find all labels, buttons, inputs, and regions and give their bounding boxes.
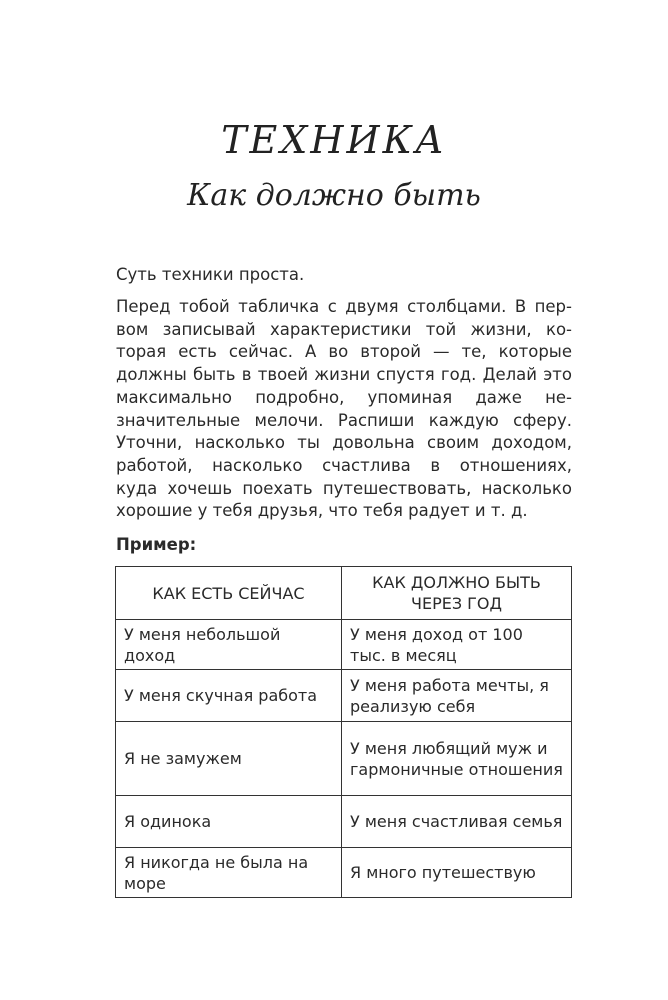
example-label: Пример:	[116, 535, 197, 554]
cell-future: У меня работа мечты, я реализую себя	[342, 670, 572, 722]
cell-future: У меня счастливая семья	[342, 796, 572, 848]
paragraph-line: хорошие у тебя друзья, что тебя радует и т. д.	[116, 501, 528, 521]
example-table	[115, 566, 572, 898]
cell-future: У меня доход от 100 тыс. в месяц	[342, 620, 572, 670]
paragraph-line: максимально подробно, упоминая даже не-	[116, 387, 572, 407]
paragraph-line: значительные мелочи. Распиши каждую сферу.	[116, 410, 572, 430]
paragraph-line: торая есть сейчас. А во второй — те, которые	[116, 342, 572, 362]
table-row	[116, 722, 572, 796]
body-paragraph	[116, 296, 572, 523]
cell-now: Я одинока	[116, 796, 342, 848]
paragraph-line: Уточни, насколько ты довольна своим доходом,	[116, 433, 572, 453]
page-title: ТЕХНИКА	[221, 118, 447, 162]
paragraph-line: должны быть в твоей жизни спустя год. Делай это	[116, 365, 572, 385]
page-subtitle: Как должно быть	[187, 178, 481, 213]
lead-text: Суть техники проста.	[116, 265, 305, 284]
table-row	[116, 848, 572, 898]
paragraph-line: вом записывай характеристики той жизни, ко-	[116, 319, 572, 339]
cell-now: Я не замужем	[116, 722, 342, 796]
cell-future: У меня любящий муж и гармоничные отношения	[342, 722, 572, 796]
cell-future: Я много путешествую	[342, 848, 572, 898]
cell-now: У меня скучная работа	[116, 670, 342, 722]
table-row	[116, 796, 572, 848]
paragraph-line: куда хочешь поехать путешествовать, насколько	[116, 478, 572, 498]
header-future: КАК ДОЛЖНО БЫТЬ ЧЕРЕЗ ГОД	[342, 567, 572, 620]
cell-now: Я никогда не была на море	[116, 848, 342, 898]
table-header-row	[116, 567, 572, 620]
cell-now: У меня небольшой доход	[116, 620, 342, 670]
table-row	[116, 620, 572, 670]
table-row	[116, 670, 572, 722]
header-now: КАК ЕСТЬ СЕЙЧАС	[116, 567, 342, 620]
paragraph-line: Перед тобой табличка с двумя столбцами. В пер-	[116, 297, 572, 316]
paragraph-line: работой, насколько счастлива в отношениях,	[116, 455, 572, 475]
